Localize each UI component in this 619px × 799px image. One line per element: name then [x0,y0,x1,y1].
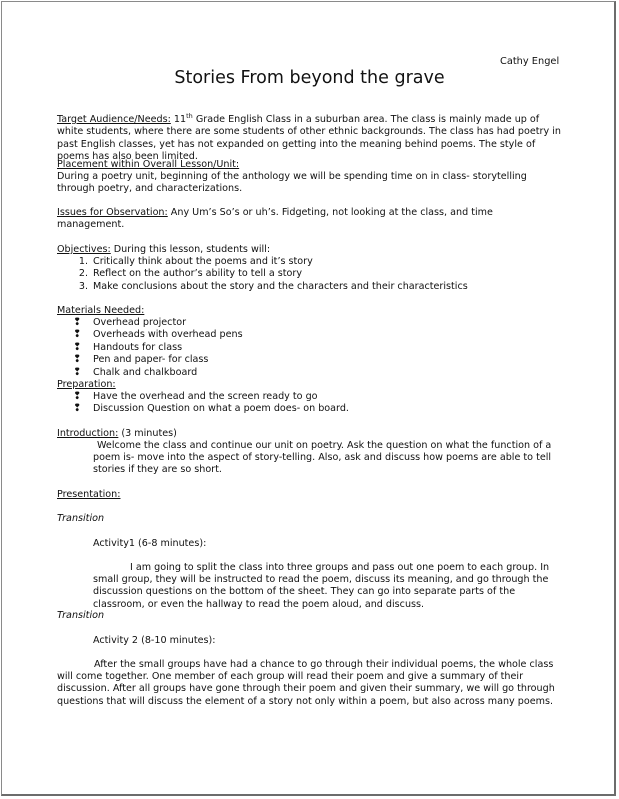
bullet-icon: ❢ [73,366,82,378]
objectives-heading [57,244,562,256]
issues-text: Any Um’s So’s or uh’s. Fidgeting, not looking at the class, and time management. [57,207,493,231]
introduction-label: Introduction: [57,428,119,439]
presentation-heading [57,489,562,501]
materials-label: Materials Needed: [57,305,145,316]
bullet-icon: ❢ [73,341,82,353]
target-audience-grade: 11 [170,114,187,126]
bullet-icon: ❢ [73,354,82,366]
introduction-heading [57,428,562,440]
target-audience-text: Grade English Class in a suburban area. The class is mainly made up of white students, where there are some students of other ethnic backgrounds. The class has had poetry in past English classes, yet has not expanded on getting into the meaning behind poems. The style of poems has also been limited. [57,114,561,162]
page-title: Stories From beyond the grave [174,68,445,88]
activity1-text: I am going to split the class into three groups and pass out one poem to each group. In small group, they will be instructed to read the poem, discuss its meaning, and go through the discussion questions on the bottom of the sheet. They can go into separate parts of the classroom, or even the hallway to read the poem aloud, and discuss. [93,562,550,610]
objectives-intro: During this lesson, students will: [110,244,271,255]
placement-label: Placement within Overall Lesson/Unit: [57,159,240,170]
objectives-label: Objectives: [57,244,111,255]
bullet-icon: ❢ [73,317,82,328]
bullet-icon: ❢ [73,403,82,415]
placement-section [57,159,562,196]
issues-label: Issues for Observation: [57,207,168,218]
transition-label: Transition [57,610,105,621]
introduction-text: Welcome the class and continue our unit on poetry. Ask the question on what the function of a poem is- move into the aspect of story-telling. Also, ask and discuss how poems are able to tell stories if they are so short. [93,440,552,476]
author-name: Cathy Engel [500,56,560,67]
materials-heading [57,305,562,317]
bullet-icon: ❢ [73,329,82,341]
bullet-icon: ❢ [73,391,82,402]
preparation-heading [57,379,562,391]
presentation-label: Presentation: [57,489,121,500]
activity1-title: Activity1 (6-8 minutes): [93,538,207,549]
preparation-label: Preparation: [57,379,116,390]
target-audience-label: Target Audience/Needs: [57,114,171,126]
placement-text: During a poetry unit, beginning of the anthology we will be spending time on in class- storytelling through poetry, and characterizations. [57,171,527,195]
activity2-text: After the small groups have had a chance to go through their individual poems, the whole class will come together. One member of each group will read their poem and give a summary of their discussion. After all groups have gone through their poem and given their summary, we will go through questions that will discuss the element of a story not only within a poem, but also across many poems. [57,659,555,707]
issues-section [57,207,562,231]
target-audience-sup: th [186,112,193,120]
activity2-title: Activity 2 (8-10 minutes): [93,635,216,646]
target-audience-section [57,110,562,163]
transition-label: Transition [57,513,105,524]
introduction-duration: (3 minutes) [118,428,177,439]
